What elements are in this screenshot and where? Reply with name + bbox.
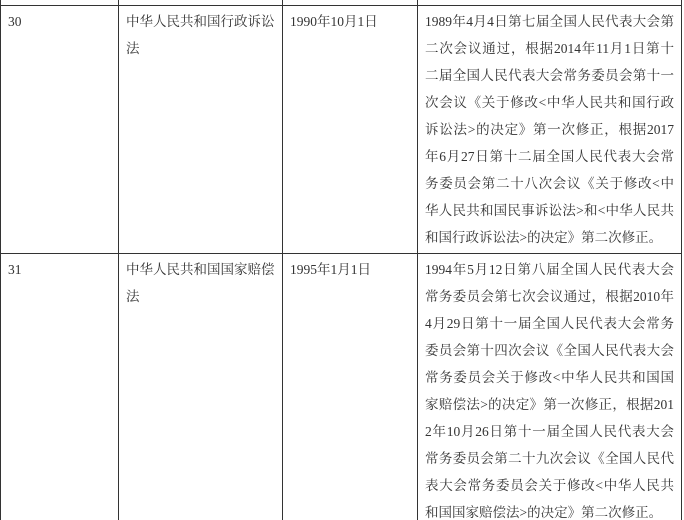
- table-row-law-31: [1, 254, 682, 520]
- row-number-cell: 31: [1, 254, 119, 520]
- law-name-cell: 中华人民共和国行政诉讼法: [119, 6, 283, 254]
- legislative-history-cell: 1994年5月12日第八届全国人民代表大会常务委员会第七次会议通过，根据2010年4月29日第十一届全国人民代表大会常务委员会第十四次会议《全国人民代表大会常务委员会关于修改<中华人民共和国国家赔偿法>的决定》第一次修正，根据2012年10月26日第十一届全国人民代表大会常务委员会第二十九次会议《全国人民代表大会常务委员会关于修改<中华人民共和国国家赔偿法>的决定》第二次修正。: [418, 254, 682, 520]
- table-row-law-30: [1, 6, 682, 254]
- law-name-cell: 中华人民共和国国家赔偿法: [119, 254, 283, 520]
- effective-date-cell: 1990年10月1日: [283, 6, 418, 254]
- row-number-cell: 30: [1, 6, 119, 254]
- effective-date-cell: 1995年1月1日: [283, 254, 418, 520]
- legislative-history-cell: 1989年4月4日第七届全国人民代表大会第二次会议通过，根据2014年11月1日第十二届全国人民代表大会常务委员会第十一次会议《关于修改<中华人民共和国行政诉讼法>的决定》第一次修正，根据2017年6月27日第十二届全国人民代表大会常务委员会第二十八次会议《关于修改<中华人民共和国民事诉讼法>和<中华人民共和国行政诉讼法>的决定》第二次修正。: [418, 6, 682, 254]
